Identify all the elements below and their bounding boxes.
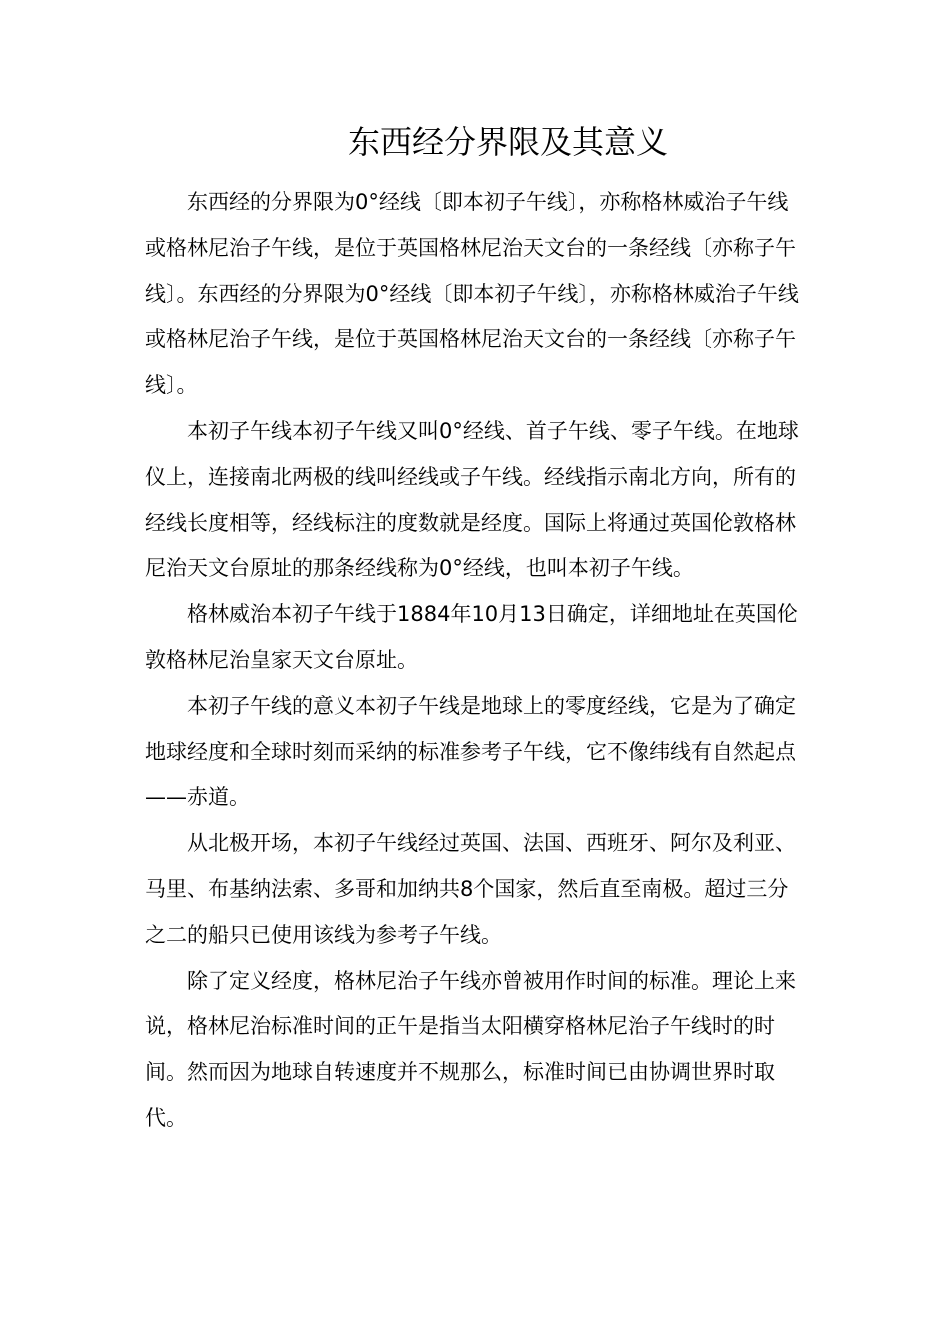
document-body: [145, 180, 809, 1142]
paragraph-6: 除了定义经度，格林尼治子午线亦曾被用作时间的标准。理论上来说，格林尼治标准时间的正午是指当太阳横穿格林尼治子午线时的时间。然而因为地球自转速度并不规那么，标准时间已由协调世界时取代。: [145, 968, 796, 1130]
paragraph-2: 本初子午线本初子午线又叫0°经线、首子午线、零子午线。在地球仪上，连接南北两极的线叫经线或子午线。经线指示南北方向，所有的经线长度相等，经线标注的度数就是经度。国际上将通过英国伦敦格林尼治天文台原址的那条经线称为0°经线，也叫本初子午线。: [145, 418, 799, 581]
paragraph-3: 格林威治本初子午线于1884年10月13日确定，详细地址在英国伦敦格林尼治皇家天文台原址。: [145, 602, 798, 672]
document-title: 东西经分界限及其意义: [347, 123, 668, 161]
paragraph-5: 从北极开场，本初子午线经过英国、法国、西班牙、阿尔及利亚、马里、布基纳法索、多哥和加纳共8个国家，然后直至南极。超过三分之二的船只已使用该线为参考子午线。: [145, 831, 796, 947]
paragraph-1: 东西经的分界限为0°经线〔即本初子午线〕，亦称格林威治子午线或格林尼治子午线，是位于英国格林尼治天文台的一条经线〔亦称子午线〕。东西经的分界限为0°经线〔即本初子午线〕，亦称格林威治子午线或格林尼治子午线，是位于英国格林尼治天文台的一条经线〔亦称子午线〕。: [145, 190, 799, 398]
paragraph-4: 本初子午线的意义本初子午线是地球上的零度经线，它是为了确定地球经度和全球时刻而采纳的标准参考子午线，它不像纬线有自然起点——赤道。: [145, 693, 796, 810]
